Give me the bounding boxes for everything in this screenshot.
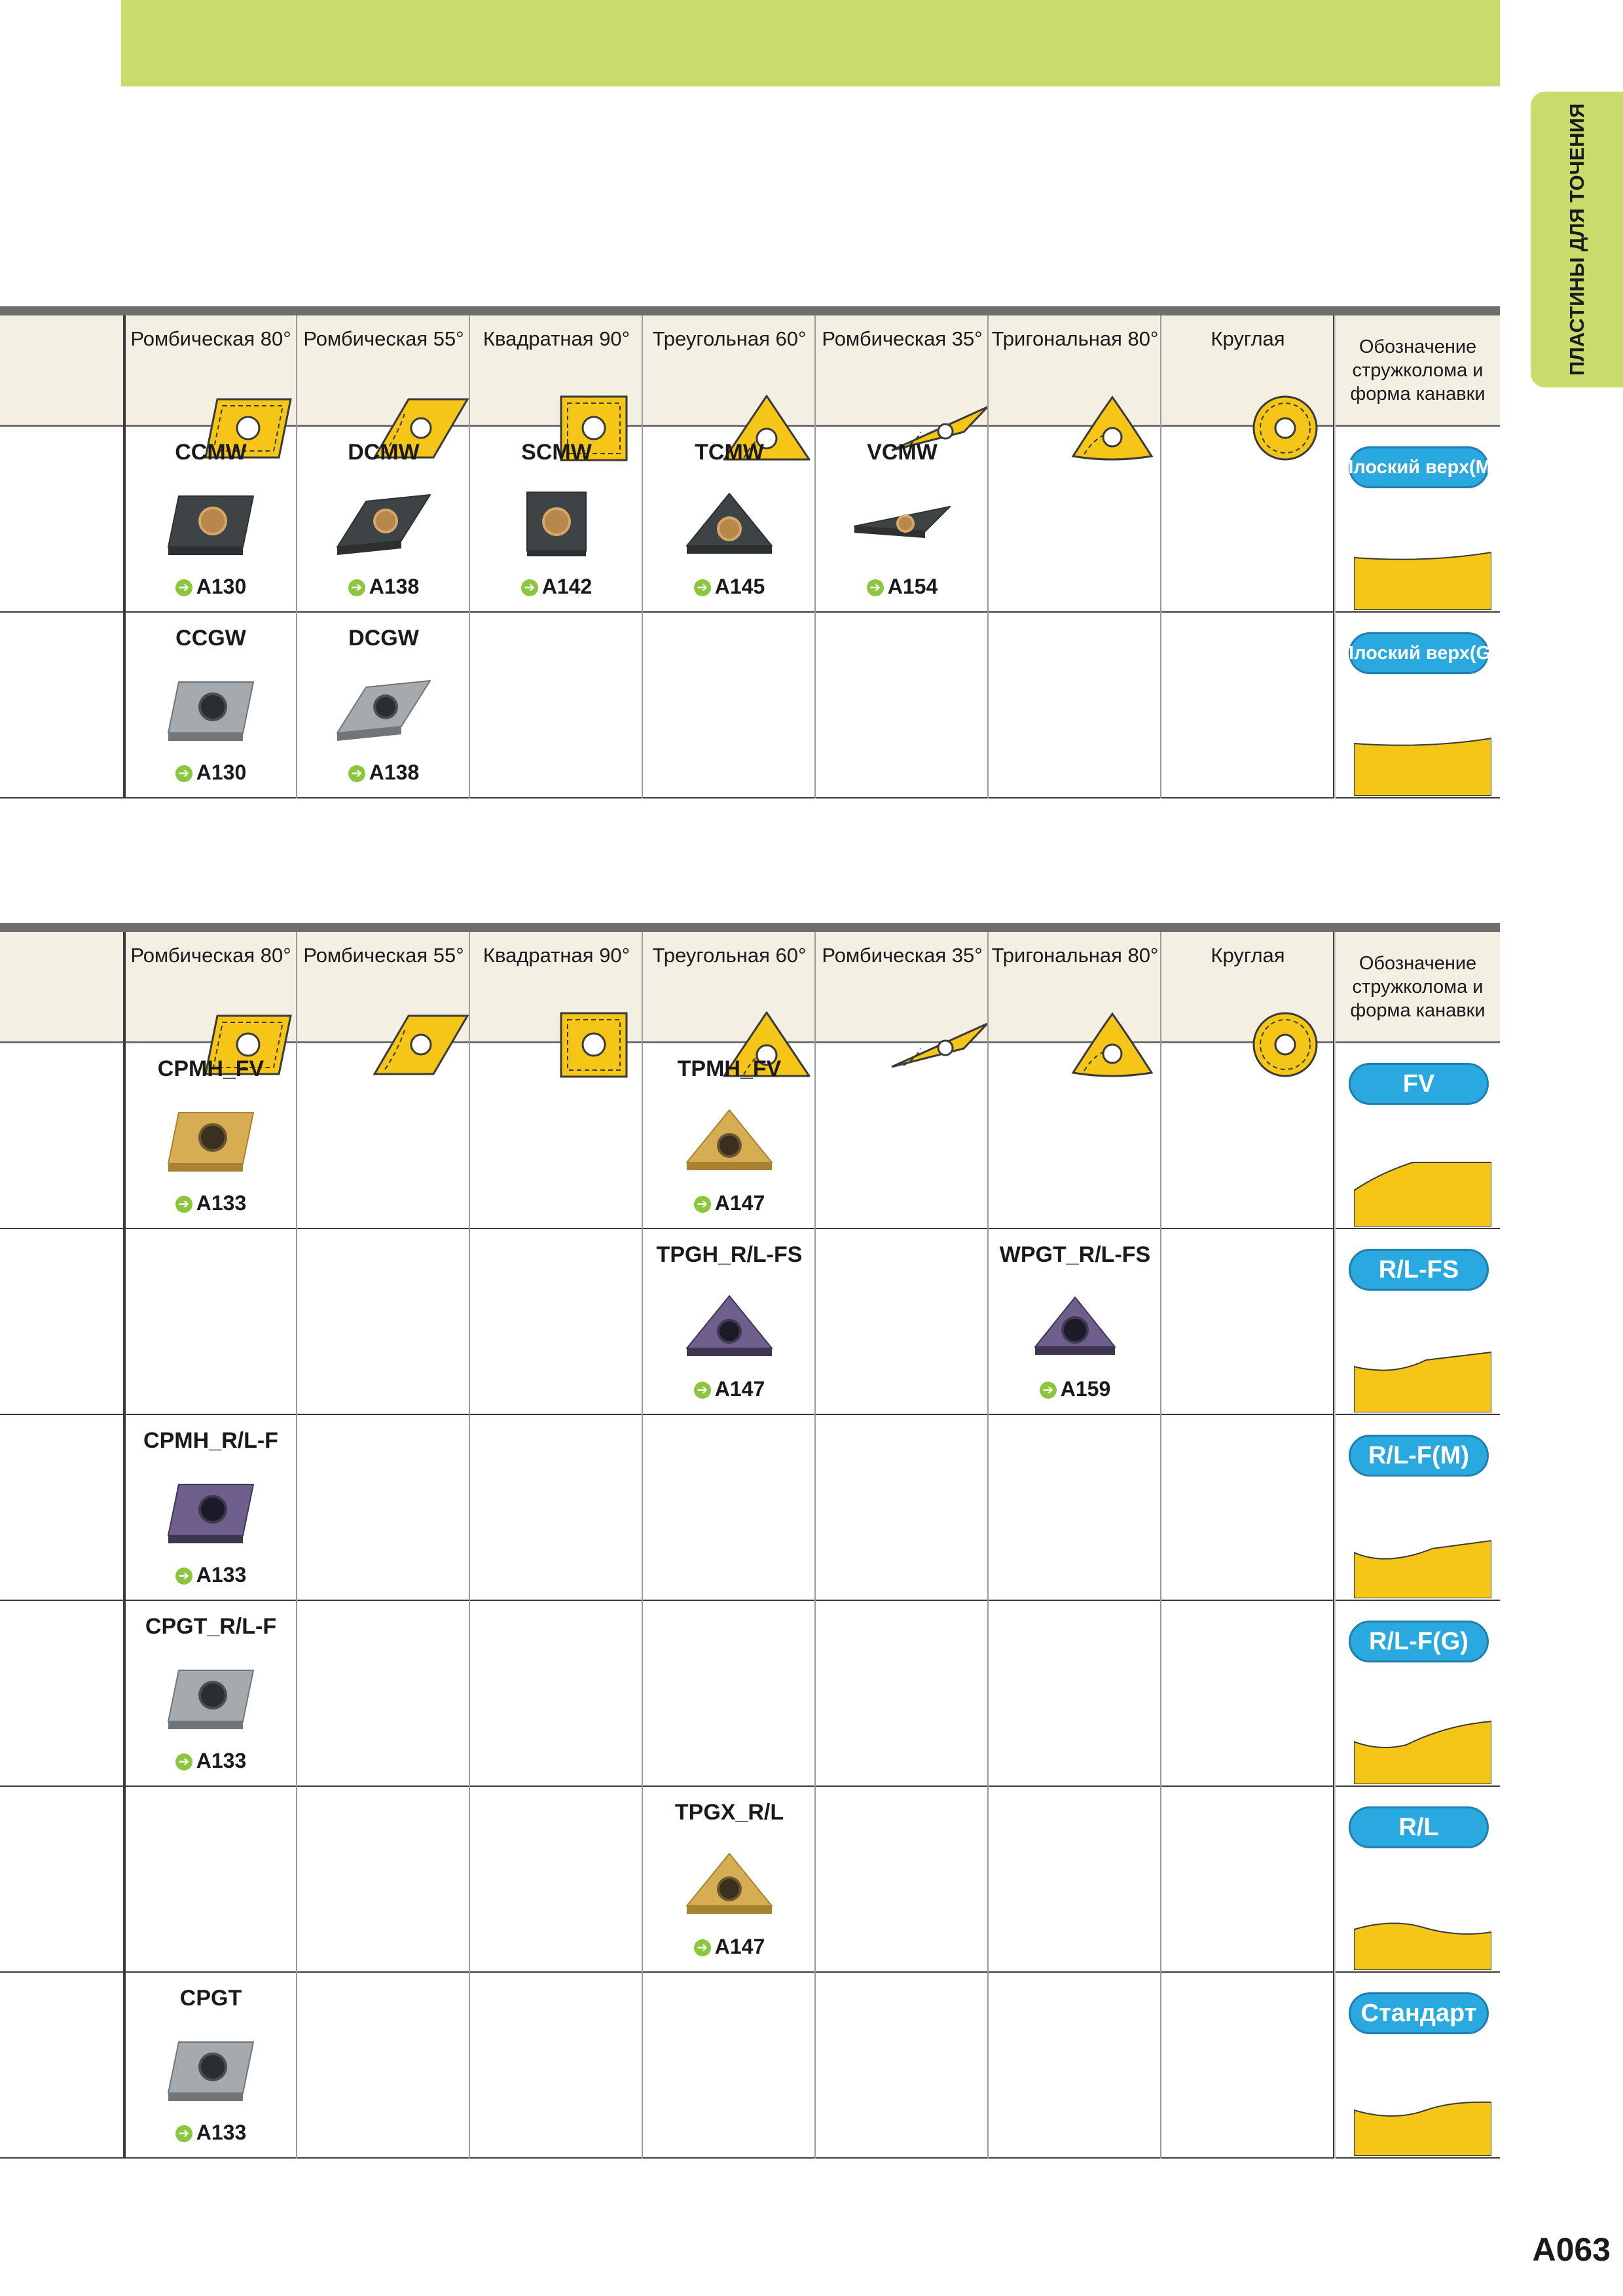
groove-profile-icon [1354, 1712, 1491, 1784]
groove-profile-icon [1354, 1155, 1491, 1227]
column-divider [814, 932, 816, 2159]
insert-code: TPGH_R/L-FS [656, 1242, 803, 1267]
column-divider [1160, 932, 1161, 2159]
insert-image [162, 1475, 260, 1551]
insert-code: CPMH_FV [157, 1056, 264, 1081]
insert-code: TPGX_R/L [674, 1800, 784, 1825]
column-header-label: Треугольная 60° [652, 327, 807, 350]
page-reference-link[interactable] [989, 1377, 1161, 1401]
column-divider [123, 932, 126, 2159]
chipbreaker-badge: R/L-F(G) [1349, 1621, 1489, 1662]
insert-image [162, 1661, 260, 1736]
groove-profile-icon [1354, 538, 1491, 610]
column-header-label: Треугольная 60° [652, 944, 807, 967]
column-header [1161, 315, 1334, 425]
page-reference-link[interactable] [643, 1191, 816, 1215]
page-reference-text: A147 [714, 1935, 765, 1958]
arrow-right-icon: ➔ [175, 1753, 192, 1770]
insert-image [162, 2033, 260, 2108]
chipbreaker-designation [1338, 1787, 1500, 1971]
page-reference-text: A154 [887, 575, 938, 598]
chipbreaker-designation [1338, 1415, 1500, 1600]
table-header-row [0, 932, 1500, 1043]
page-reference-text: A130 [196, 761, 247, 784]
insert-image [162, 1103, 260, 1179]
insert-cell[interactable] [643, 427, 816, 611]
page-reference-text: A142 [541, 575, 593, 598]
page-reference-link[interactable] [124, 1563, 297, 1587]
column-header [989, 315, 1161, 425]
column-header-label: Ромбическая 80° [130, 327, 291, 350]
page-reference-text: A130 [196, 575, 247, 598]
insert-cell[interactable] [989, 1229, 1161, 1414]
insert-table-flat-top [0, 306, 1500, 808]
chipbreaker-badge: R/L-F(M) [1349, 1435, 1489, 1477]
page-reference-link[interactable] [124, 761, 297, 785]
arrow-right-icon: ➔ [348, 765, 365, 782]
insert-code: DCGW [348, 626, 419, 651]
page-reference-link[interactable] [470, 575, 643, 599]
insert-code: CCMW [175, 440, 247, 465]
column-header-label: Круглая [1211, 327, 1285, 350]
column-header-label: Ромбическая 35° [822, 944, 983, 967]
insert-code: TCMW [695, 440, 764, 465]
section-side-tab [1531, 92, 1623, 387]
page-reference-link[interactable] [124, 575, 297, 599]
arrow-right-icon: ➔ [175, 579, 192, 596]
insert-code: WPGT_R/L-FS [999, 1242, 1151, 1267]
insert-cell[interactable] [124, 1601, 297, 1785]
insert-code: SCMW [521, 440, 592, 465]
page-reference-text: A159 [1060, 1377, 1111, 1401]
insert-cell[interactable] [643, 1787, 816, 1971]
column-divider [642, 932, 643, 2159]
insert-cell[interactable] [470, 427, 643, 611]
insert-cell[interactable] [124, 1973, 297, 2157]
column-header [643, 932, 816, 1041]
arrow-right-icon: ➔ [521, 579, 538, 596]
arrow-right-icon: ➔ [694, 579, 711, 596]
insert-code: CPMH_R/L-F [143, 1428, 278, 1453]
top-color-band [121, 0, 1500, 86]
column-header-label: Круглая [1211, 944, 1285, 967]
column-header [470, 932, 643, 1041]
chipbreaker-designation [1338, 613, 1500, 797]
chipbreaker-designation [1338, 1601, 1500, 1785]
insert-cell[interactable] [124, 427, 297, 611]
insert-image [162, 673, 260, 748]
chipbreaker-badge: FV [1349, 1063, 1489, 1105]
page-reference-text: A145 [714, 575, 765, 598]
column-divider [469, 932, 470, 2159]
column-header-label: Ромбическая 80° [130, 944, 291, 967]
page-reference-text: A133 [196, 1191, 247, 1215]
chipbreaker-badge: Плоский верх(G) [1349, 632, 1489, 674]
insert-cell[interactable] [124, 613, 297, 797]
groove-profile-icon [1354, 724, 1491, 796]
column-divider [642, 315, 643, 798]
arrow-right-icon: ➔ [1040, 1382, 1057, 1399]
chipbreaker-designation [1338, 1229, 1500, 1414]
column-divider [1160, 315, 1161, 798]
column-header [643, 315, 816, 425]
insert-code: CPGT_R/L-F [145, 1614, 277, 1639]
column-header [816, 315, 989, 425]
insert-image [680, 1847, 778, 1922]
column-divider [296, 932, 297, 2159]
insert-image [507, 487, 606, 562]
page-reference-link[interactable] [643, 1935, 816, 1959]
table-header-row [0, 315, 1500, 427]
column-divider [1334, 932, 1336, 2159]
insert-cell[interactable] [643, 1229, 816, 1414]
arrow-right-icon: ➔ [175, 2125, 192, 2142]
insert-image [853, 487, 951, 562]
groove-profile-icon [1354, 1526, 1491, 1598]
page-reference-link[interactable] [124, 1191, 297, 1215]
column-divider [296, 315, 297, 798]
page-reference-link[interactable] [643, 575, 816, 599]
insert-code: CPGT [179, 1986, 242, 2011]
page-reference-link[interactable] [297, 575, 470, 599]
column-divider [987, 932, 989, 2159]
insert-cell[interactable] [297, 613, 470, 797]
designation-header: Обозначение стружколома и форма канавки [1350, 336, 1486, 404]
insert-cell[interactable] [816, 427, 989, 611]
page-reference-text: A133 [196, 1749, 247, 1772]
arrow-right-icon: ➔ [175, 1196, 192, 1213]
column-header [470, 315, 643, 425]
groove-profile-icon [1354, 2084, 1491, 2156]
page-reference-link[interactable] [297, 761, 470, 785]
column-header [989, 932, 1161, 1041]
arrow-right-icon: ➔ [694, 1382, 711, 1399]
insert-image [335, 487, 433, 562]
chipbreaker-designation [1338, 1973, 1500, 2157]
column-header [297, 315, 470, 425]
insert-image [162, 487, 260, 562]
page-reference-text: A147 [714, 1191, 765, 1215]
arrow-right-icon: ➔ [348, 579, 365, 596]
page-number: A063 [1532, 2231, 1611, 2268]
groove-profile-icon [1354, 1898, 1491, 1970]
chipbreaker-badge: Стандарт [1349, 1992, 1489, 2034]
page-reference-text: A133 [196, 2121, 247, 2144]
insert-cell[interactable] [124, 1415, 297, 1600]
row-divider [0, 2157, 1500, 2159]
column-header-label: Квадратная 90° [483, 327, 630, 350]
insert-code: TPMH_FV [677, 1056, 782, 1081]
column-divider [1334, 315, 1336, 798]
insert-cell[interactable] [643, 1043, 816, 1228]
designation-header: Обозначение стружколома и форма канавки [1350, 952, 1486, 1021]
page-reference-link[interactable] [124, 2121, 297, 2145]
insert-image [1026, 1289, 1124, 1365]
page-reference-text: A133 [196, 1563, 247, 1587]
insert-image [680, 487, 778, 562]
arrow-right-icon: ➔ [867, 579, 884, 596]
insert-table-chipbreakers [0, 923, 1500, 2165]
insert-cell[interactable] [297, 427, 470, 611]
column-header-label: Тригональная 80° [991, 327, 1159, 350]
column-header [124, 315, 297, 425]
groove-profile-icon [1354, 1340, 1491, 1412]
column-header [1161, 932, 1334, 1041]
column-divider [814, 315, 816, 798]
insert-cell[interactable] [124, 1043, 297, 1228]
arrow-right-icon: ➔ [175, 765, 192, 782]
arrow-right-icon: ➔ [694, 1196, 711, 1213]
page-reference-link[interactable] [643, 1377, 816, 1401]
insert-code: VCMW [867, 440, 938, 465]
side-tab-label: ПЛАСТИНЫ ДЛЯ ТОЧЕНИЯ [1565, 103, 1588, 376]
arrow-right-icon: ➔ [694, 1939, 711, 1956]
insert-image [680, 1103, 778, 1179]
column-header-label: Ромбическая 35° [822, 327, 983, 350]
column-header [816, 932, 989, 1041]
insert-code: DCMW [348, 440, 420, 465]
page-reference-text: A138 [369, 575, 420, 598]
page-reference-text: A138 [369, 761, 420, 784]
chipbreaker-designation [1338, 1043, 1500, 1228]
insert-image [680, 1289, 778, 1365]
chipbreaker-badge: Плоский верх(M) [1349, 446, 1489, 488]
table-top-rule [0, 306, 1500, 315]
insert-image [335, 673, 433, 748]
column-header [297, 932, 470, 1041]
column-header [124, 932, 297, 1041]
column-divider [123, 315, 126, 798]
insert-code: CCGW [175, 626, 246, 651]
page-reference-link[interactable] [816, 575, 989, 599]
chipbreaker-badge: R/L-FS [1349, 1249, 1489, 1291]
column-divider [469, 315, 470, 798]
chipbreaker-badge: R/L [1349, 1806, 1489, 1848]
column-header-label: Ромбическая 55° [303, 327, 464, 350]
chipbreaker-designation [1338, 427, 1500, 611]
arrow-right-icon: ➔ [175, 1568, 192, 1585]
column-header-label: Ромбическая 55° [303, 944, 464, 967]
page-reference-link[interactable] [124, 1749, 297, 1773]
column-divider [987, 315, 989, 798]
row-divider [0, 797, 1500, 798]
column-header-label: Тригональная 80° [991, 944, 1159, 967]
table-top-rule [0, 923, 1500, 932]
column-header-label: Квадратная 90° [483, 944, 630, 967]
page-reference-text: A147 [714, 1377, 765, 1401]
